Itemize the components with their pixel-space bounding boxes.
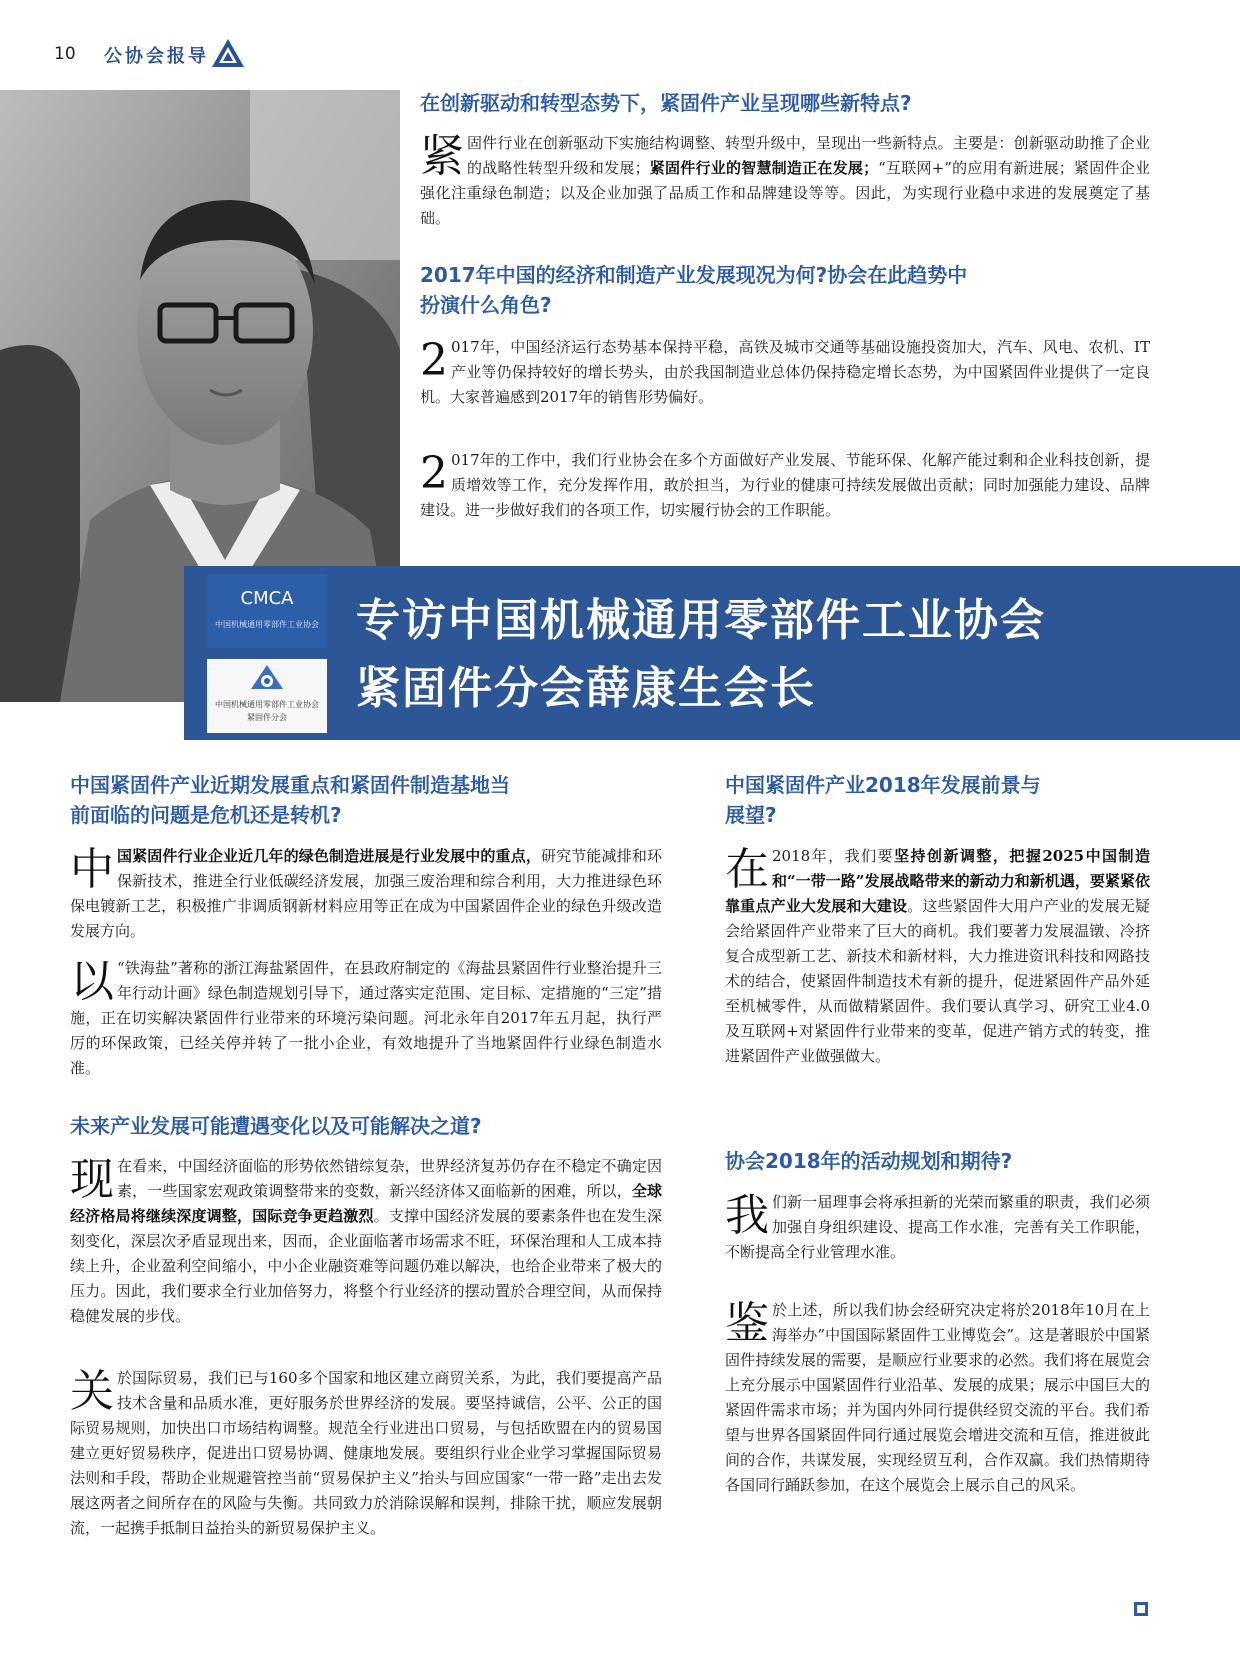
- section-title: 公协会报导: [104, 46, 209, 67]
- question-2017-economy: 2017年中国的经济和制造产业发展现况为何?协会在此趋势中 扮演什么角色?: [420, 263, 968, 317]
- paragraph-economic-situation: 现在看来，中国经济面临的形势依然错综复杂，世界经济复苏仍存在不稳定不确定因素，一些国家宏观政策调整带来的变数，新兴经济体又面临新的困难，所以，全球经济格局将继续深度调整，国际竞争更趋激烈。支撑中国经济发展的要素条件也在发生深刻变化，深层次矛盾显现出来，因而，企业面临著市场需求不旺，环保治理和人工成本持续上升，企业盈利空间缩小，中小企业融资难等问题仍难以解决，也给企业带来了极大的压力。因此，我们要求全行业加倍努力，将整个行业经济的摆动置於合理空间，从而保持稳健发展的步伐。: [70, 1154, 662, 1325]
- banner-title-line2: 紧固件分会薛康生会长: [356, 663, 816, 714]
- branch-emblem-icon: [247, 663, 287, 693]
- paragraph-green-manufacturing: 中国紧固件行业企业近几年的绿色制造进展是行业发展中的重点，研究节能减排和环保新技术，推进全行业低碳经济发展，加强三废治理和综合利用，大力推进绿色环保电镀新工艺，积极推广非调质钢新材料应用等正在成为中国紧固件企业的绿色升级改造发展方向。: [70, 844, 662, 940]
- paragraph-haiyan: 以 “铁海盐”著称的浙江海盐紧固件，在县政府制定的《海盐县紧固件行业整治提升三年行动计画》绿色制造规划引导下，通过落实定范围、定目标、定措施的“三定”措施，正在切实解决紧固件行业带来的环境污染问题。河北永年自2017年五月起，执行严厉的环保政策，已经关停并转了一批小企业，有效地提升了当地紧固件行业绿色制造水准。: [70, 956, 662, 1077]
- triangle-logo-icon: [211, 38, 245, 68]
- paragraph-council-duties: 我们新一届理事会将承担新的光荣而繁重的职责，我们必须加强自身组织建设、提高工作水准，完善有关工作职能，不断提高全行业管理水准。: [725, 1190, 1150, 1261]
- question-future-changes: 未来产业发展可能遭遇变化以及可能解决之道?: [70, 1114, 482, 1138]
- paragraph-innovation: 紧固件行业在创新驱动下实施结构调整、转型升级中，呈现出一些新特点。主要是：创新驱动助推了企业的战略性转型升级和发展；紧固件行业的智慧制造正在发展；“互联网+”的应用有新进展；紧固件企业强化注重绿色制造；以及企业加强了品质工作和品牌建设等等。因此，为实现行业稳中求进的发展奠定了基础。: [420, 131, 1150, 227]
- page-number: 10: [54, 44, 76, 64]
- question-innovation: 在创新驱动和转型态势下，紧固件产业呈现哪些新特点?: [420, 91, 912, 115]
- question-2018-activities: 协会2018年的活动规划和期待?: [725, 1149, 1013, 1173]
- question-2018-outlook: 中国紧固件产业2018年发展前景与 展望?: [725, 773, 1041, 827]
- cmca-logo: CMCA 中国机械通用零部件工业协会: [207, 574, 327, 648]
- paragraph-expo-plan: 鉴於上述，所以我们协会经研究决定将於2018年10月在上海举办”中国国际紧固件工业博览会”。这是著眼於中国紧固件持续发展的需要，是顺应行业要求的必然。我们将在展览会上充分展示中国紧固件行业沿革、发展的成果；展示中国巨大的紧固件需求市场；并为国内外同行提供经贸交流的平台。我们希望与世界各国紧固件同行通过展览会增进交流和互信，推进彼此间的合作，共谋发展，实现经贸互利，合作双赢。我们热情期待各国同行踊跃参加，在这个展览会上展示自己的风采。: [725, 1298, 1150, 1494]
- title-banner: [184, 566, 1240, 740]
- end-square-icon: [1134, 1602, 1148, 1616]
- question-development-focus: 中国紧固件产业近期发展重点和紧固件制造基地当 前面临的问题是危机还是转机?: [70, 773, 510, 827]
- paragraph-2018-outlook: 在 2018年，我们要坚持创新调整，把握2025中国制造和“一带一路”发展战略带来的新动力和新机遇，要紧紧依靠重点产业大发展和大建设。这些紧固件大用户产业的发展无疑会给紧固件产业带来了巨大的商机。我们要著力发展温镦、冷挤复合成型新工艺、新技术和新材料，大力推进资讯科技和网路技术的结合，使紧固件制造技术有新的提升，促进紧固件产品外延至机械零件，从而做精紧固件。我们要认真学习、研究工业4.0及互联网+对紧固件行业带来的变革，促进产销方式的转变，推进紧固件产业做强做大。: [725, 844, 1150, 1065]
- paragraph-international-trade: 关於国际贸易，我们已与160多个国家和地区建立商贸关系，为此，我们要提高产品技术含量和品质水准，更好服务於世界经济的发展。要坚持诚信，公平、公正的国际贸易规则，加快出口市场结构调整。规范全行业进出口贸易，与包括欧盟在内的贸易国建立更好贸易秩序，促进出口贸易协调、健康地发展。要组织行业企业学习掌握国际贸易法则和手段，帮助企业规避管控当前“贸易保护主义”抬头与回应国家“一带一路”走出去发展这两者之间所存在的风险与失衡。共同致力於消除误解和误判，排除干扰，顺应发展朝流，一起携手抵制日益抬头的新贸易保护主义。: [70, 1366, 662, 1537]
- paragraph-2017-economy: 2 017年，中国经济运行态势基本保持平稳，高铁及城市交通等基础设施投资加大，汽车、风电、农机、IT产业等仍保持较好的增长势头，由於我国制造业总体仍保持稳定增长态势，为中国紧固件业提供了一定良机。大家普遍感到2017年的销售形势偏好。: [420, 335, 1150, 406]
- banner-title-line1: 专访中国机械通用零部件工业协会: [356, 595, 1046, 646]
- paragraph-2017-association: 2 017年的工作中，我们行业协会在多个方面做好产业发展、节能环保、化解产能过剩和企业科技创新，提质增效等工作，充分发挥作用，敢於担当，为行业的健康可持续发展做出贡献；同时加强能力建设、品牌建设。进一步做好我们的各项工作，切实履行协会的工作职能。: [420, 448, 1150, 519]
- fastener-branch-logo: 中国机械通用零部件工业协会 紧固件分会: [207, 659, 327, 733]
